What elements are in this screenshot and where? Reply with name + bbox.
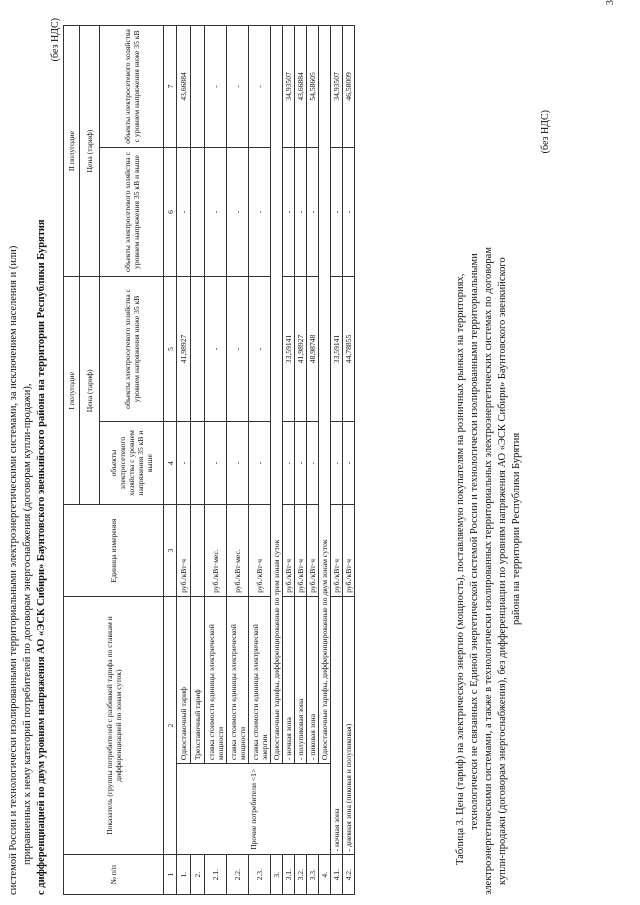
cell: -: [205, 277, 227, 422]
cell: [191, 147, 205, 276]
colnum-1: 1: [164, 855, 177, 895]
cell: -: [177, 147, 191, 276]
table-row: [177, 26, 191, 895]
row-name: ставка стоимости единицы электрической энергии: [249, 596, 271, 763]
row-no: 4.2.: [343, 855, 355, 895]
intro-line-2: приравненных к нему категорий потребителей по договорам энергоснабжения (договорам купли-продажи),: [22, 383, 33, 865]
cell: 34,93507: [331, 26, 343, 148]
section-3-label: Одноставочные тарифы, дифференцированные по трем зонам суток: [271, 26, 283, 764]
row-no: 1.: [177, 855, 191, 895]
cell: 46,58009: [343, 26, 355, 148]
cell: -: [283, 421, 295, 505]
cell: 44,78855: [343, 277, 355, 422]
cell: -: [227, 421, 249, 505]
row-name: - дневная зона (пиковая и полупиковая): [343, 596, 355, 855]
cell: -: [307, 147, 319, 276]
cell: 41,98927: [177, 277, 191, 422]
row-unit: руб./кВт·ч: [343, 505, 355, 596]
row-name: Одноставочный тариф: [177, 596, 191, 763]
cell: -: [249, 26, 271, 148]
cell: -: [177, 421, 191, 505]
colnum-5: 5: [164, 277, 177, 422]
row-name: Трехставочный тариф: [191, 596, 205, 763]
caption-line-4: купли-продажи (договорам энергоснабжения), без дифференциации по уровням напряжения АО «ЭСК Сибири» Баунтовского эвенкийского: [497, 257, 508, 885]
cell: 33,59141: [283, 277, 295, 422]
caption-line-2: технологически не связанных с Единой энергетической системой России и технологически изолированными территориальными: [469, 253, 480, 830]
row-no: 3.1.: [283, 855, 295, 895]
cell: 48,98748: [307, 277, 319, 422]
row-no: 2.1.: [205, 855, 227, 895]
row-name: - ночная зона: [283, 596, 295, 763]
cell: -: [249, 421, 271, 505]
header-col7: объекты электросетевого хозяйства с уровнем напряжения ниже 35 кВ: [100, 26, 164, 148]
cell: [191, 421, 205, 505]
header-half-1: I полугодие: [64, 277, 80, 505]
row-unit: руб./кВт·мес.: [227, 505, 249, 596]
header-col5: объекты электросетевого хозяйства с уровнем напряжения ниже 35 кВ: [100, 277, 164, 422]
row-no: 2.3.: [249, 855, 271, 895]
header-number: № п/п: [64, 855, 164, 895]
cell: 41,98927: [295, 277, 307, 422]
cell: -: [283, 147, 295, 276]
cell: -: [227, 147, 249, 276]
header-col6: объекты электросетевого хозяйства с уровнем напряжения 35 кВ и выше: [100, 147, 164, 276]
row-name: - ночная зона: [331, 596, 343, 855]
header-half-2: II полугодие: [64, 26, 80, 277]
cell: -: [343, 421, 355, 505]
row-unit: [191, 505, 205, 596]
unit-label-top: (без НДС): [50, 18, 61, 62]
cell: 33,59141: [331, 277, 343, 422]
cell: 43,66884: [177, 26, 191, 148]
header-unit: Единица измерения: [64, 505, 164, 596]
cell: 34,93507: [283, 26, 295, 148]
cell: -: [307, 421, 319, 505]
tariff-table: [63, 25, 355, 895]
row-name: - пиковая зона: [307, 596, 319, 763]
cell: -: [331, 147, 343, 276]
header-indicator: Показатель (группы потребителей с разбивкой тарифа по ставкам и дифференциацией по зонам суток): [64, 596, 164, 855]
cell: -: [227, 26, 249, 148]
cell: [191, 26, 205, 148]
caption-line-1: Таблица 3. Цена (тариф) на электрическую энергию (мощность), поставляемую покупателям на розничных рынках на территориях,: [455, 273, 466, 865]
intro-line-1: системой России и технологически изолированными территориальными электроэнергетическими системами, за исключением населения и (или): [8, 245, 19, 895]
cell: -: [331, 421, 343, 505]
section-4-label: Одноставочные тарифы, дифференцированные по двум зонам суток: [319, 26, 331, 764]
row-name: ставка стоимости единицы электрической мощности: [205, 596, 227, 763]
cell: -: [205, 421, 227, 505]
header-price-2: Цена (тариф): [80, 26, 100, 277]
row-no: 2.: [191, 855, 205, 895]
cell: -: [249, 277, 271, 422]
cell: -: [205, 147, 227, 276]
caption-line-5: района на территории Республики Бурятия: [511, 432, 522, 625]
row-unit: руб./кВт·ч: [307, 505, 319, 596]
colnum-6: 6: [164, 147, 177, 276]
row-unit: руб./кВт·ч: [249, 505, 271, 596]
colnum-3: 3: [164, 505, 177, 596]
row-unit: руб./кВт·ч: [283, 505, 295, 596]
row-unit: руб./кВт·ч: [295, 505, 307, 596]
cell: -: [249, 147, 271, 276]
colnum-4: 4: [164, 421, 177, 505]
page-number: 3: [605, 0, 616, 5]
cell: 54,58605: [307, 26, 319, 148]
cell: 43,66884: [295, 26, 307, 148]
row-unit: руб./кВт·ч: [331, 505, 343, 596]
intro-line-3: с дифференциацией по двум уровням напряжения АО «ЭСК Сибири» Баунтовского эвенкийского района на территории Республики Бурятия: [36, 219, 47, 895]
row-unit: руб./кВт·мес.: [205, 505, 227, 596]
row-name: ставка стоимости единицы электрической мощности: [227, 596, 249, 763]
group-label: Прочие потребители <1>: [177, 764, 331, 855]
header-col4: объекты электросетевого хозяйства с уровнем напряжения 35 кВ и выше: [100, 421, 164, 505]
cell: -: [205, 26, 227, 148]
table-row: [331, 26, 343, 895]
header-price-1: Цена (тариф): [80, 277, 100, 505]
row-no: 3.: [271, 855, 283, 895]
caption-line-3: электроэнергетическими системами, а также в технологически изолированных территориальных электроэнергетических системах по договорам: [483, 247, 494, 895]
row-unit: руб./кВт·ч: [177, 505, 191, 596]
cell: -: [295, 147, 307, 276]
row-no: 4.: [319, 855, 331, 895]
row-no: 4.1.: [331, 855, 343, 895]
table-row: [343, 26, 355, 895]
unit-label-bottom: (без НДС): [540, 110, 551, 154]
row-name: - полупиковая зона: [295, 596, 307, 763]
cell: -: [343, 147, 355, 276]
row-no: 3.3.: [307, 855, 319, 895]
cell: -: [227, 277, 249, 422]
row-no: 2.2.: [227, 855, 249, 895]
cell: -: [295, 421, 307, 505]
colnum-2: 2: [164, 596, 177, 855]
cell: [191, 277, 205, 422]
colnum-7: 7: [164, 26, 177, 148]
row-no: 3.2.: [295, 855, 307, 895]
